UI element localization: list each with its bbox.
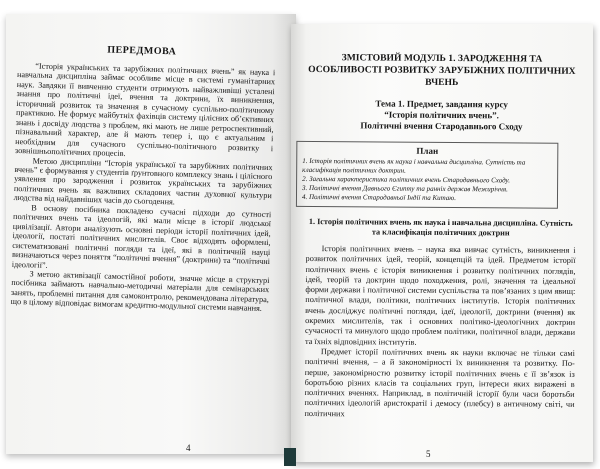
preface-paragraph: З метою активізації самостійної роботи, значне місце в структурі посібника займають навчально-методичні матеріали для семінарських занять, проблемні питання для самоконтролю, рекомендована література, що в цілому відповідає вимогам кредитно-модульної системи навчання. (10, 269, 270, 314)
preface-title: ПЕРЕДМОВА (107, 44, 177, 58)
left-page (6, 14, 296, 454)
plan-item: 1. Історія політичних вчень як наука і навчальна дисципліна. Сутність та класифікація політичних доктрин. (302, 156, 526, 175)
right-page-content (301, 52, 577, 421)
topic-line: “Історія політичних вчень”. (384, 109, 499, 121)
page-number-right: 5 (426, 449, 431, 459)
right-page (291, 24, 593, 462)
plan-item: 2. Загальна характеристика політичних вчень Стародавнього Сходу. (302, 174, 511, 185)
module-title: ЗМІСТОВИЙ МОДУЛЬ 1. ЗАРОДЖЕННЯ ТА ОСОБЛИВОСТІ РОЗВИТКУ ЗАРУБІЖНИХ ПОЛІТИЧНИХ ВЧЕНЬ (308, 52, 576, 89)
left-page-content (11, 42, 276, 314)
topic-title (306, 98, 576, 133)
preface-paragraph: “Історія українських та зарубіжних політичних вчень” як наука і навчальна дисципліна займає особливе місце в системі гуманітарних наук. Завдяки її вивченню студенти отримують найважливіші усталені знання про політичні ідеї, вчення та доктрини, їх виникнення, історичний розвиток та значення в сучасному суспільно-політичному практикою. Не формує майбутніх фахівців систему цілісних об’єктивних знань і досвіду людства з проблем, які мають не лише ретроспективний, пізнавальний характер, але й мають тепер і, що є актуальним і необхідним для сучасного суспільно-політичного розвитку і зовнішньополітичних процесів. (14, 61, 276, 159)
preface-paragraph: Метою дисципліни “Історія української та зарубіжних політичних вчень” є формування у студентів ґрунтовного комплексу знань і цілісного уявлення про зародження і розвиток українських та зарубіжних політичних вчень як важливих складових частин духовної культури людства від найдавніших часів до сьогодення. (13, 155, 273, 207)
plan-item: 3. Політичні вчення Давнього Єгипту та ранніх держав Межиріччя. (302, 183, 508, 194)
preface-body (11, 61, 276, 314)
book-spine-edge (284, 448, 296, 466)
preface-paragraph: В основу посібника покладено сучасні підходи до сутності політичних вчень та ідеологій, які мали місце в історії людської цивілізації. Автори аналізують основні періоди історії політичних ідей, ідеології, постаті політичних мислителів. Своє відходять оформлені, систематизовані політичні погляди та ідеї, які в політичній науці визначаються через поняття “політичні вчення” (доктрини) та “політичні ідеології”. (11, 203, 272, 270)
topic-line: Тема 1. Предмет, завдання курсу (375, 98, 508, 110)
plan-title: План (416, 145, 439, 156)
section-body (304, 244, 575, 421)
topic-line: Політичні вчення Стародавнього Сходу (360, 120, 523, 132)
body-paragraph: Історія політичних вчень – наука яка вивчає сутність, виникнення і розвиток політичних ідей, теорій, концепцій та ідей. Предметом історії політичних вчень є історія виникнення і розвитку політичних поглядів, ідей, теорій та доктрин щодо походження, ролі, значення та ідеальної форми держави і політичної системи суспільства та пов’язаних з цим явищ: політичної влади, політики, політичних інститутів. Історія політичних вчень досліджує політичні погляди, ідеї, ідеології, доктрини (вчення) як окремих мислителів, так і основних політико-ідеологічних доктрин сучасності та минулого щодо проблем політики, політичної влади, держави та їхніх відповідних інститутів. (304, 244, 576, 347)
plan-item: 4. Політичні вчення Стародавньої Індії та Китаю. (301, 192, 456, 203)
section-heading: 1. Історія політичних вчень як наука і навчальна дисципліна. Сутність та класифікація політичних доктрин (308, 217, 573, 238)
plan-box (296, 141, 558, 209)
body-paragraph: Предмет історії політичних вчень як науки включає не тільки самі політичні вчення, – а й закономірності їх виникнення та розвитку. По-перше, закономірностю розвитку історії політичних вчень є її зв’язок із боротьбою різних класів та соціальних груп, інтереси яких виражені в політичних вченнях. Наприклад, в політичній історії були часи боротьби політичних ідеологій аристократії і демосу (плебсу) в античному світі, чи політичних (304, 347, 575, 419)
page-number-left: 4 (186, 443, 191, 453)
